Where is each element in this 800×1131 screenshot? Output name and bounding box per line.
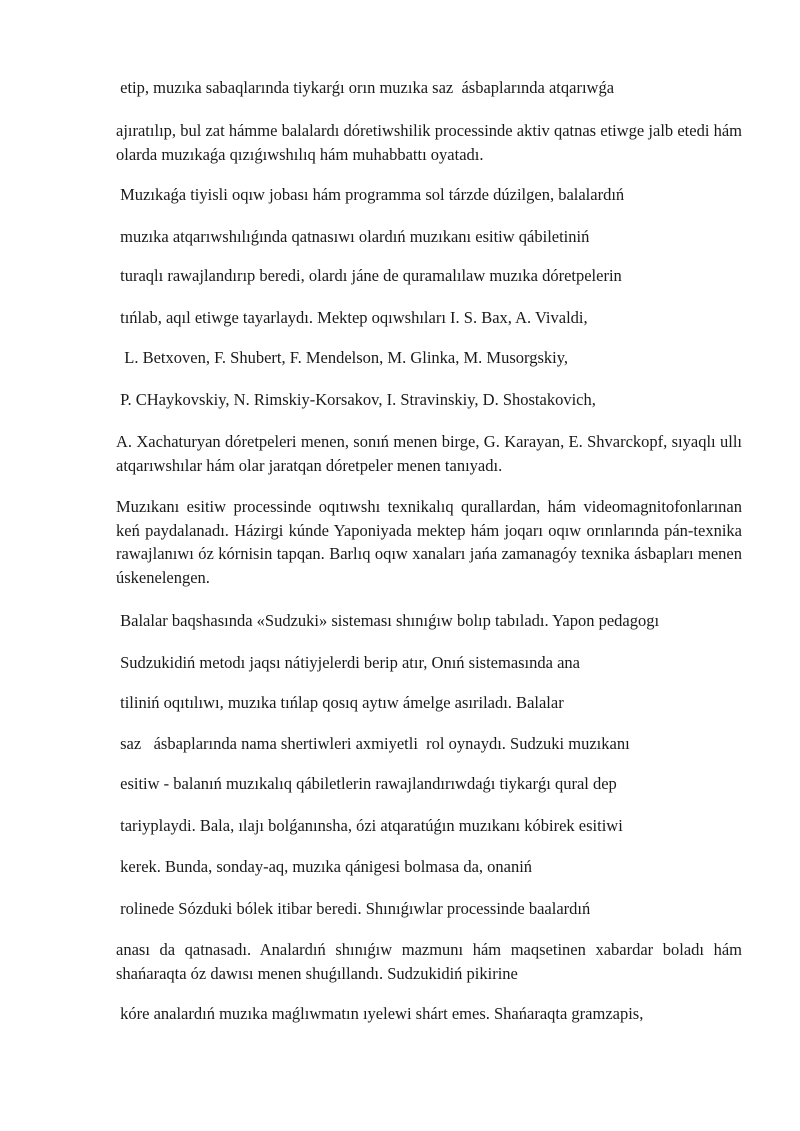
text-line-7: L. Betxoven, F. Shubert, F. Mendelson, M. Glinka, M. Musorgskiy, bbox=[116, 348, 569, 367]
text-line-12: Sudzukidiń metodı jaqsı nátiyjelerdi berip atır, Onıń sistemasında ana bbox=[116, 653, 580, 672]
text-line-11: Balalar baqshasında «Sudzuki» sisteması shınıǵıw bolıp tabıladı. Yapon pedagogı bbox=[116, 611, 660, 630]
text-line-20: kóre analardıń muzıka maǵlıwmatın ıyelewi shárt emes. Shańaraqta gramzapis, bbox=[116, 1004, 644, 1023]
text-line-16: tariyplaydi. Bala, ılajı bolǵanınsha, ózi atqaratúǵın muzıkanı kóbirek esitiwi bbox=[116, 816, 623, 835]
text-line-1: etip, muzıka sabaqlarında tiykarǵı orın muzıka saz ásbaplarında atqarıwǵa bbox=[116, 78, 615, 97]
text-line-4: muzıka atqarıwshılıǵında qatnasıwı olardıń muzıkanı esitiw qábiletiniń bbox=[116, 227, 590, 246]
text-line-14: saz ásbaplarında nama shertiwleri axmiyetli rol oynaydı. Sudzuki muzıkanı bbox=[116, 734, 630, 753]
text-line-8: P. CHaykovskiy, N. Rimskiy-Korsakov, I. Stravinskiy, D. Shostakovich, bbox=[116, 390, 596, 409]
paragraph-9: A. Xachaturyan dóretpeleri menen, sonıń menen birge, G. Karayan, E. Shvarckopf, sıyaqlı ullı atqarıwshılar hám olar jaratqan dóretpeler menen tanıyadı. bbox=[116, 432, 742, 475]
text-line-17: kerek. Bunda, sonday-aq, muzıka qánigesi bolmasa da, onaniń bbox=[116, 857, 533, 876]
paragraph-2: ajıratılıp, bul zat hámme balalardı dóretiwshilik processinde aktiv qatnas etiwge jalb etedi hám olarda muzıkaǵa qızıǵıwshılıq hám muhabbattı oyatadı. bbox=[116, 121, 742, 164]
text-line-18: rolinede Sózduki bólek itibar beredi. Shınıǵıwlar processinde baalardıń bbox=[116, 899, 591, 918]
text-line-13: tiliniń oqıtılıwı, muzıka tıńlap qosıq aytıw ámelge asıriladı. Balalar bbox=[116, 693, 564, 712]
paragraph-19: anası da qatnasadı. Analardıń shınıǵıw mazmunı hám maqsetinen xabardar boladı hám shańaraqta óz dawısı menen shuǵıllandı. Sudzukidiń pikirine bbox=[116, 940, 742, 983]
text-line-6: tıńlab, aqıl etiwge tayarlaydı. Mektep oqıwshıları I. S. Bax, A. Vivaldi, bbox=[116, 308, 588, 327]
text-line-5: turaqlı rawajlandırıp beredi, olardı jáne de quramalılaw muzıka dóretpelerin bbox=[116, 266, 622, 285]
text-line-15: esitiw - balanıń muzıkalıq qábiletlerin rawajlandırıwdaǵı tiykarǵı qural dep bbox=[116, 774, 617, 793]
text-line-3: Muzıkaǵa tiyisli oqıw jobası hám programma sol tárzde dúzilgen, balalardıń bbox=[116, 185, 625, 204]
paragraph-10: Muzıkanı esitiw processinde oqıtıwshı texnikalıq qurallardan, hám videomagnitofonlarınan keń paydalanadı. Házirgi kúnde Yaponiyada mektep hám joqarı oqıw orınlarında pán-texnika rawajlanıwı óz kórnisin tapqan. Barlıq oqıw xanaları jańa zamanagóy texnika ásbapları menen úskenelengen. bbox=[116, 497, 742, 587]
